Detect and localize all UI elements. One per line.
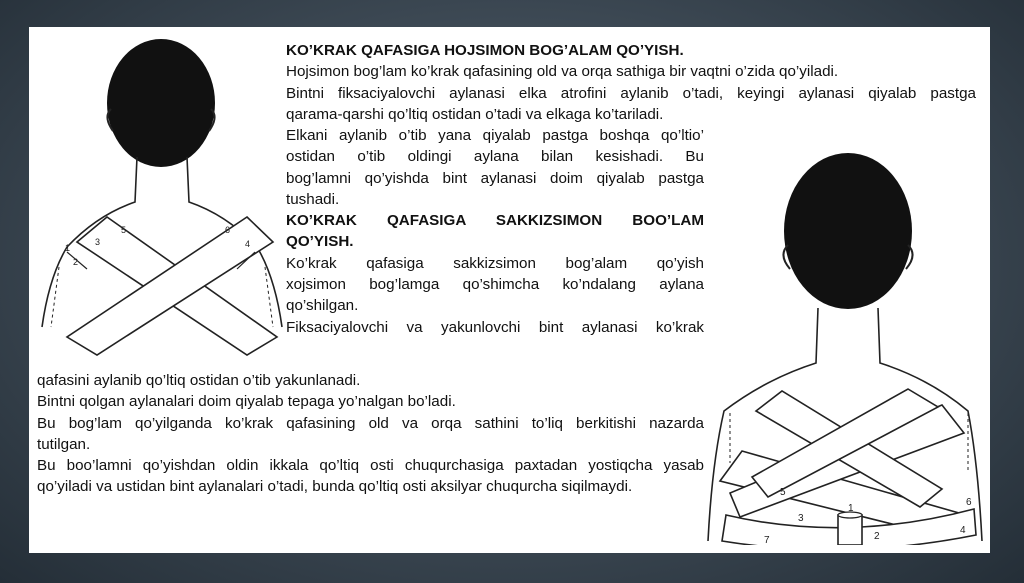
spica-label: 5 [121,225,127,235]
figure-eight-label: 7 [764,535,770,545]
figure-eight-label: 2 [874,531,880,542]
spica-label: 1 [65,243,71,253]
spica-label: 6 [225,225,231,235]
paragraph-2-line-2: ostidan o’tib oldingi aylana bilan kesishadi. Bu [286,148,704,166]
paragraph-2-line-3: bog’lamni qo’yishda bint aylanasi doim qiyalab pastga [286,169,704,187]
paragraph-2-line-4: tushadi. [286,190,340,208]
text-block-middle [286,125,704,338]
figure-eight-label: 5 [780,487,786,498]
paragraph-4-line-2: qafasini aylanib qo’ltiq ostidan o’tib yakunlanadi. [37,372,361,389]
paragraph-6-line-1: Bu bog’lam qo’yilganda ko’krak qafasining old va orqa sathini to’liq berkitishi nazarda [37,414,704,432]
paragraph-2-line-1: Elkani aylanib o’tib yana qiyalab pastga boshqa qo’ltio’ [286,127,704,144]
figure-eight-bandage-illustration [706,143,984,545]
slide [29,27,990,553]
paragraph-7-line-1: Bu boo’lamni qo’yishdan oldin ikkala qo’ltiq osti chuqurchasiga paxtadan yostiqcha yasab [37,457,704,475]
spica-label: 3 [95,237,101,247]
spica-bandage-illustration [37,37,287,357]
heading-figure-eight-line-2: QO’YISH. [286,233,354,251]
figure-eight-label: 3 [798,513,804,524]
intro-text: Hojsimon bog’lam ko’krak qafasining old va orqa sathiga bir vaqtni o’zida qo’yiladi. [286,63,839,81]
heading-spica: KO’KRAK QAFASIGA HOJSIMON BOG’ALAM QO’YISH. [286,42,684,59]
spica-label: 2 [73,257,79,267]
text-block-bottom [37,370,704,498]
paragraph-3-line-2: xojsimon bog’lamga qo’shimcha ko’ndalang aylana [286,276,704,294]
figure-eight-label: 1 [848,503,854,514]
figure-eight-label: 6 [966,497,972,508]
paragraph-1-line-2: qarama-qarshi qo’ltiq ostidan o’tadi va elkaga ko’tariladi. [286,105,664,123]
paragraph-4-line-1: Fiksaciyalovchi va yakunlovchi bint aylanasi ko’krak [286,318,704,336]
paragraph-3-line-1: Ko’krak qafasiga sakkizsimon bog’alam qo’yish [286,254,704,272]
paragraph-1-line-1: Bintni fiksaciyalovchi aylanasi elka atrofini aylanib o’tadi, keyingi aylanasi qiyalab pastga [286,84,976,102]
paragraph-7-line-2: qo’yiladi va ustidan bint aylanalari o’tadi, bunda qo’ltiq osti aksilyar chuqurcha siqilmaydi. [37,478,633,496]
figure-eight-label: 4 [960,525,966,536]
paragraph-3-line-3: qo’shilgan. [286,297,359,315]
heading-figure-eight-line-1: KO’KRAK QAFASIGA SAKKIZSIMON BOO’LAM [286,212,704,230]
text-block-top [286,40,976,125]
paragraph-5: Bintni qolgan aylanalari doim qiyalab tepaga yo’nalgan bo’ladi. [37,393,456,411]
paragraph-6-line-2: tutilgan. [37,435,91,453]
spica-label: 4 [245,239,251,249]
